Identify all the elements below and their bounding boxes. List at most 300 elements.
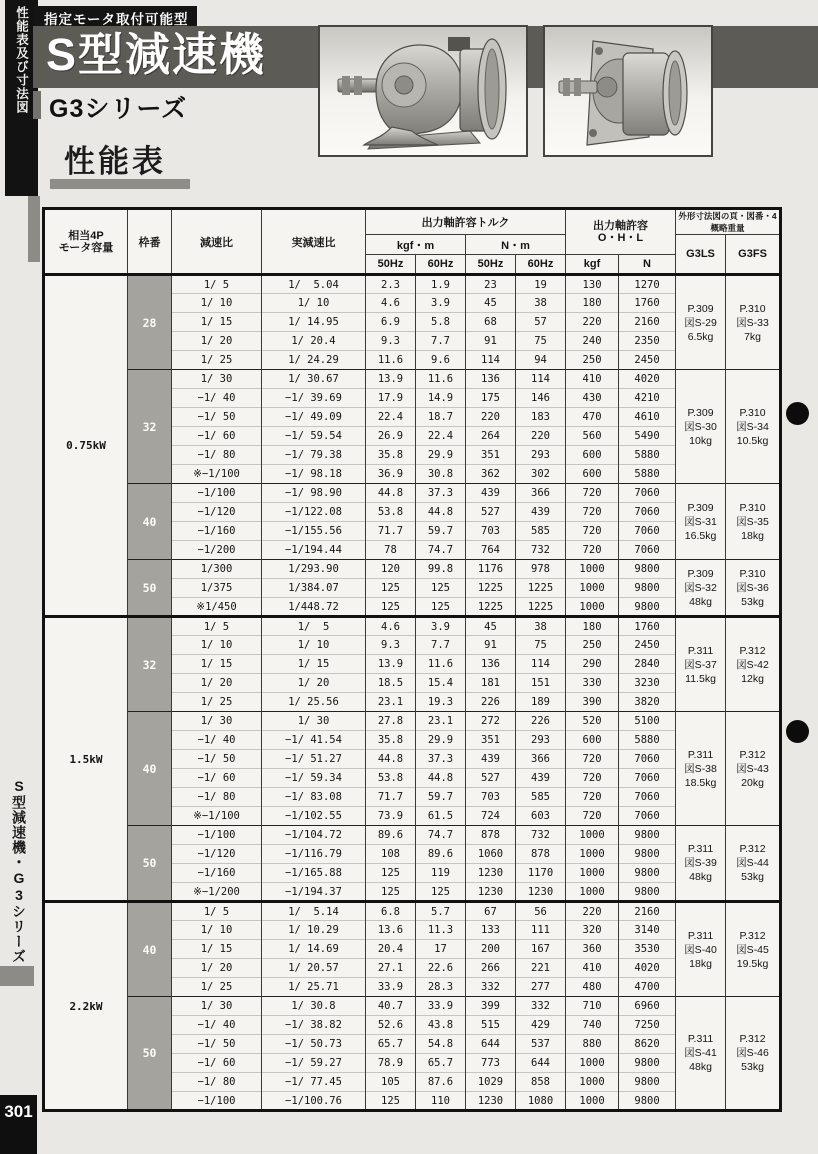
value-cell: 4.6 (366, 617, 416, 636)
value-cell: 266 (466, 959, 516, 978)
value-cell: 1225 (516, 579, 566, 598)
value-cell: 1170 (516, 864, 566, 883)
value-cell: 2.3 (366, 275, 416, 294)
value-cell: 1000 (566, 1073, 619, 1092)
value-cell: 9.3 (366, 636, 416, 655)
ratio-cell: 1/ 30.67 (262, 370, 366, 389)
ratio-cell: −1/160 (172, 522, 262, 541)
value-cell: 125 (366, 579, 416, 598)
value-cell: 332 (466, 978, 516, 997)
value-cell: 250 (566, 351, 619, 370)
value-cell: 7060 (619, 503, 676, 522)
value-cell: 23 (466, 275, 516, 294)
value-cell: 67 (466, 902, 516, 921)
value-cell: 91 (466, 332, 516, 351)
value-cell: 520 (566, 712, 619, 731)
ratio-cell: 1/ 5.04 (262, 275, 366, 294)
value-cell: 9800 (619, 845, 676, 864)
ratio-cell: 1/ 14.95 (262, 313, 366, 332)
value-cell: 108 (366, 845, 416, 864)
ratio-cell: −1/ 50.73 (262, 1035, 366, 1054)
ratio-cell: 1/ 14.69 (262, 940, 366, 959)
value-cell: 125 (366, 883, 416, 902)
value-cell: 9800 (619, 883, 676, 902)
value-cell: 4020 (619, 959, 676, 978)
frame-number-cell: 40 (128, 712, 172, 826)
value-cell: 45 (466, 617, 516, 636)
value-cell: 19.3 (416, 693, 466, 712)
frame-number-cell: 32 (128, 617, 172, 712)
ratio-cell: −1/100 (172, 1092, 262, 1111)
ratio-cell: −1/ 50 (172, 408, 262, 427)
value-cell: 410 (566, 959, 619, 978)
ratio-cell: 1/ 20 (172, 674, 262, 693)
value-cell: 527 (466, 503, 516, 522)
value-cell: 5.8 (416, 313, 466, 332)
ratio-cell: −1/ 98.18 (262, 465, 366, 484)
value-cell: 221 (516, 959, 566, 978)
value-cell: 366 (516, 484, 566, 503)
value-cell: 11.3 (416, 921, 466, 940)
ratio-cell: 1/ 25 (172, 978, 262, 997)
ratio-cell: ※1/450 (172, 598, 262, 617)
ratio-cell: −1/ 98.90 (262, 484, 366, 503)
ratio-cell: 1/ 5 (172, 275, 262, 294)
table-row (44, 370, 781, 389)
ratio-cell: 1/293.90 (262, 560, 366, 579)
value-cell: 27.1 (366, 959, 416, 978)
value-cell: 703 (466, 788, 516, 807)
ratio-cell: −1/155.56 (262, 522, 366, 541)
value-cell: 53.8 (366, 503, 416, 522)
frame-number-cell: 40 (128, 484, 172, 560)
value-cell: 40.7 (366, 997, 416, 1016)
value-cell: 20.4 (366, 940, 416, 959)
g3fs-ref-cell: P.310 図S-36 53kg (726, 560, 781, 617)
value-cell: 250 (566, 636, 619, 655)
value-cell: 277 (516, 978, 566, 997)
ratio-cell: 1/ 15 (172, 313, 262, 332)
value-cell: 1225 (466, 579, 516, 598)
frame-number-cell: 28 (128, 275, 172, 370)
ratio-cell: −1/ 40 (172, 1016, 262, 1035)
ratio-cell: −1/ 49.09 (262, 408, 366, 427)
value-cell: 9800 (619, 560, 676, 579)
g3ls-ref-cell: P.309 図S-32 48kg (676, 560, 726, 617)
value-cell: 1060 (466, 845, 516, 864)
value-cell: 6.9 (366, 313, 416, 332)
value-cell: 35.8 (366, 731, 416, 750)
value-cell: 9800 (619, 1092, 676, 1111)
value-cell: 125 (366, 1092, 416, 1111)
value-cell: 120 (366, 560, 416, 579)
value-cell: 130 (566, 275, 619, 294)
value-cell: 13.9 (366, 655, 416, 674)
value-cell: 439 (516, 769, 566, 788)
ratio-cell: −1/100 (172, 484, 262, 503)
value-cell: 560 (566, 427, 619, 446)
value-cell: 1000 (566, 598, 619, 617)
ratio-cell: −1/104.72 (262, 826, 366, 845)
value-cell: 200 (466, 940, 516, 959)
table-row (44, 617, 781, 636)
value-cell: 78 (366, 541, 416, 560)
value-cell: 330 (566, 674, 619, 693)
ratio-cell: 1/375 (172, 579, 262, 598)
ratio-cell: −1/ 60 (172, 769, 262, 788)
value-cell: 390 (566, 693, 619, 712)
value-cell: 6960 (619, 997, 676, 1016)
header-frame-number: 枠番 (128, 209, 172, 275)
ratio-cell: 1/ 30 (172, 370, 262, 389)
ratio-cell: −1/194.37 (262, 883, 366, 902)
value-cell: 293 (516, 731, 566, 750)
ratio-cell: 1/ 20.4 (262, 332, 366, 351)
value-cell: 320 (566, 921, 619, 940)
value-cell: 7060 (619, 769, 676, 788)
value-cell: 220 (566, 902, 619, 921)
value-cell: 7060 (619, 750, 676, 769)
value-cell: 114 (516, 655, 566, 674)
value-cell: 38 (516, 617, 566, 636)
value-cell: 13.9 (366, 370, 416, 389)
value-cell: 3.9 (416, 617, 466, 636)
value-cell: 65.7 (366, 1035, 416, 1054)
header-50hz-kgfm: 50Hz (366, 255, 416, 275)
value-cell: 4210 (619, 389, 676, 408)
value-cell: 732 (516, 826, 566, 845)
ratio-cell: −1/ 59.34 (262, 769, 366, 788)
g3ls-ref-cell: P.311 図S-41 48kg (676, 997, 726, 1111)
value-cell: 35.8 (366, 446, 416, 465)
value-cell: 1029 (466, 1073, 516, 1092)
capacity-cell: 1.5kW (44, 617, 128, 902)
ratio-cell: 1/ 25.71 (262, 978, 366, 997)
ratio-cell: 1/ 30 (172, 997, 262, 1016)
performance-table-header (44, 209, 781, 275)
g3fs-ref-cell: P.312 図S-43 20kg (726, 712, 781, 826)
value-cell: 290 (566, 655, 619, 674)
ratio-cell: −1/100.76 (262, 1092, 366, 1111)
gear-reducer-flange-view-illustration (545, 27, 711, 155)
value-cell: 27.8 (366, 712, 416, 731)
value-cell: 3530 (619, 940, 676, 959)
value-cell: 9800 (619, 1073, 676, 1092)
value-cell: 33.9 (416, 997, 466, 1016)
value-cell: 30.8 (416, 465, 466, 484)
value-cell: 4.6 (366, 294, 416, 313)
g3fs-ref-cell: P.312 図S-42 12kg (726, 617, 781, 712)
value-cell: 878 (516, 845, 566, 864)
ratio-cell: 1/ 10 (262, 294, 366, 313)
value-cell: 1000 (566, 845, 619, 864)
value-cell: 5.7 (416, 902, 466, 921)
value-cell: 439 (466, 484, 516, 503)
value-cell: 9800 (619, 826, 676, 845)
ratio-cell: −1/160 (172, 864, 262, 883)
value-cell: 332 (516, 997, 566, 1016)
value-cell: 226 (466, 693, 516, 712)
value-cell: 439 (516, 503, 566, 522)
value-cell: 175 (466, 389, 516, 408)
value-cell: 125 (416, 883, 466, 902)
value-cell: 2450 (619, 636, 676, 655)
value-cell: 9800 (619, 598, 676, 617)
value-cell: 7060 (619, 541, 676, 560)
value-cell: 133 (466, 921, 516, 940)
value-cell: 19 (516, 275, 566, 294)
value-cell: 89.6 (416, 845, 466, 864)
page-number: 301 (4, 1102, 33, 1121)
performance-table (42, 207, 782, 1112)
ratio-cell: 1/ 15 (172, 940, 262, 959)
ratio-cell: 1/ 5 (172, 617, 262, 636)
value-cell: 114 (516, 370, 566, 389)
table-row (44, 902, 781, 921)
value-cell: 720 (566, 788, 619, 807)
value-cell: 7250 (619, 1016, 676, 1035)
ratio-cell: −1/102.55 (262, 807, 366, 826)
side-tab-label: 性能表及び寸法図 (14, 6, 29, 114)
value-cell: 136 (466, 655, 516, 674)
value-cell: 240 (566, 332, 619, 351)
value-cell: 146 (516, 389, 566, 408)
ratio-cell: 1/ 30.8 (262, 997, 366, 1016)
value-cell: 1760 (619, 617, 676, 636)
frame-number-cell: 32 (128, 370, 172, 484)
value-cell: 18.7 (416, 408, 466, 427)
header-kgfm: kgf・m (366, 235, 466, 255)
value-cell: 1225 (516, 598, 566, 617)
value-cell: 45 (466, 294, 516, 313)
value-cell: 7.7 (416, 332, 466, 351)
ratio-cell: −1/ 80 (172, 446, 262, 465)
value-cell: 180 (566, 617, 619, 636)
ratio-cell: 1/300 (172, 560, 262, 579)
value-cell: 7060 (619, 484, 676, 503)
value-cell: 220 (566, 313, 619, 332)
g3fs-ref-cell: P.310 図S-33 7kg (726, 275, 781, 370)
value-cell: 603 (516, 807, 566, 826)
value-cell: 480 (566, 978, 619, 997)
value-cell: 9.6 (416, 351, 466, 370)
value-cell: 720 (566, 807, 619, 826)
value-cell: 36.9 (366, 465, 416, 484)
capacity-cell: 0.75kW (44, 275, 128, 617)
value-cell: 2450 (619, 351, 676, 370)
ratio-cell: 1/ 10 (262, 636, 366, 655)
ratio-cell: −1/ 80 (172, 1073, 262, 1092)
ratio-cell: 1/ 25 (172, 693, 262, 712)
value-cell: 399 (466, 997, 516, 1016)
value-cell: 180 (566, 294, 619, 313)
value-cell: 119 (416, 864, 466, 883)
value-cell: 23.1 (416, 712, 466, 731)
ratio-cell: −1/ 41.54 (262, 731, 366, 750)
header-motor-capacity-line2: モータ容量 (58, 241, 114, 254)
ratio-cell: 1/ 5 (172, 902, 262, 921)
value-cell: 720 (566, 769, 619, 788)
value-cell: 9800 (619, 579, 676, 598)
side-tab-gray-strip (28, 196, 40, 262)
value-cell: 1230 (466, 883, 516, 902)
g3ls-ref-cell: P.309 図S-31 16.5kg (676, 484, 726, 560)
value-cell: 1.9 (416, 275, 466, 294)
table-row (44, 560, 781, 579)
value-cell: 703 (466, 522, 516, 541)
value-cell: 764 (466, 541, 516, 560)
value-cell: 125 (366, 598, 416, 617)
ratio-cell: 1/448.72 (262, 598, 366, 617)
value-cell: 302 (516, 465, 566, 484)
table-row (44, 712, 781, 731)
header-actual-ratio: 実減速比 (262, 209, 366, 275)
value-cell: 43.8 (416, 1016, 466, 1035)
value-cell: 38 (516, 294, 566, 313)
value-cell: 99.8 (416, 560, 466, 579)
value-cell: 7060 (619, 807, 676, 826)
value-cell: 18.5 (366, 674, 416, 693)
value-cell: 1760 (619, 294, 676, 313)
value-cell: 6.8 (366, 902, 416, 921)
value-cell: 600 (566, 731, 619, 750)
frame-number-cell: 50 (128, 560, 172, 617)
ratio-cell: 1/ 30 (172, 712, 262, 731)
binding-dot-upper (786, 402, 809, 425)
header-60hz-nm: 60Hz (516, 255, 566, 275)
value-cell: 59.7 (416, 788, 466, 807)
value-cell: 272 (466, 712, 516, 731)
value-cell: 644 (516, 1054, 566, 1073)
value-cell: 644 (466, 1035, 516, 1054)
value-cell: 33.9 (366, 978, 416, 997)
ratio-cell: 1/ 10 (172, 636, 262, 655)
header-g3ls: G3LS (676, 235, 726, 275)
value-cell: 111 (516, 921, 566, 940)
ratio-cell: 1/ 10 (172, 294, 262, 313)
value-cell: 5880 (619, 731, 676, 750)
ratio-cell: −1/ 50 (172, 1035, 262, 1054)
value-cell: 720 (566, 750, 619, 769)
header-ohl-group (566, 209, 676, 255)
value-cell: 61.5 (416, 807, 466, 826)
ratio-cell: 1/ 25.56 (262, 693, 366, 712)
value-cell: 1230 (466, 864, 516, 883)
value-cell: 5100 (619, 712, 676, 731)
value-cell: 91 (466, 636, 516, 655)
value-cell: 26.9 (366, 427, 416, 446)
value-cell: 858 (516, 1073, 566, 1092)
value-cell: 11.6 (416, 655, 466, 674)
header-60hz-kgfm: 60Hz (416, 255, 466, 275)
value-cell: 515 (466, 1016, 516, 1035)
value-cell: 527 (466, 769, 516, 788)
value-cell: 1270 (619, 275, 676, 294)
value-cell: 22.4 (366, 408, 416, 427)
ratio-cell: 1/ 5.14 (262, 902, 366, 921)
value-cell: 65.7 (416, 1054, 466, 1073)
value-cell: 3140 (619, 921, 676, 940)
ratio-cell: −1/ 40 (172, 731, 262, 750)
value-cell: 226 (516, 712, 566, 731)
value-cell: 2160 (619, 902, 676, 921)
value-cell: 351 (466, 446, 516, 465)
frame-number-cell: 50 (128, 997, 172, 1111)
ratio-cell: −1/122.08 (262, 503, 366, 522)
value-cell: 1080 (516, 1092, 566, 1111)
ratio-cell: −1/ 59.27 (262, 1054, 366, 1073)
g3fs-ref-cell: P.310 図S-35 18kg (726, 484, 781, 560)
value-cell: 59.7 (416, 522, 466, 541)
value-cell: 7060 (619, 788, 676, 807)
value-cell: 4700 (619, 978, 676, 997)
value-cell: 724 (466, 807, 516, 826)
value-cell: 360 (566, 940, 619, 959)
header-50hz-nm: 50Hz (466, 255, 516, 275)
value-cell: 74.7 (416, 826, 466, 845)
value-cell: 54.8 (416, 1035, 466, 1054)
value-cell: 11.6 (416, 370, 466, 389)
g3ls-ref-cell: P.311 図S-37 11.5kg (676, 617, 726, 712)
ratio-cell: 1/ 25 (172, 351, 262, 370)
value-cell: 585 (516, 522, 566, 541)
value-cell: 351 (466, 731, 516, 750)
table-row (44, 826, 781, 845)
value-cell: 1230 (516, 883, 566, 902)
value-cell: 4020 (619, 370, 676, 389)
header-ohl-line1: 出力軸許容 (593, 220, 649, 232)
value-cell: 89.6 (366, 826, 416, 845)
ratio-cell: −1/ 77.45 (262, 1073, 366, 1092)
value-cell: 13.6 (366, 921, 416, 940)
series-accent-bar (33, 91, 41, 119)
value-cell: 94 (516, 351, 566, 370)
value-cell: 1225 (466, 598, 516, 617)
header-motor-capacity (44, 209, 128, 275)
side-label-series: S型減速機・G3シリーズ (11, 778, 27, 964)
ratio-cell: −1/120 (172, 503, 262, 522)
value-cell: 2350 (619, 332, 676, 351)
g3fs-ref-cell: P.312 図S-44 53kg (726, 826, 781, 902)
value-cell: 720 (566, 484, 619, 503)
side-gray-bar (0, 966, 34, 986)
value-cell: 71.7 (366, 788, 416, 807)
value-cell: 74.7 (416, 541, 466, 560)
section-title-underline (50, 179, 190, 189)
value-cell: 105 (366, 1073, 416, 1092)
value-cell: 2160 (619, 313, 676, 332)
header-kgf: kgf (566, 255, 619, 275)
value-cell: 1000 (566, 864, 619, 883)
ratio-cell: −1/ 39.69 (262, 389, 366, 408)
value-cell: 9800 (619, 864, 676, 883)
value-cell: 3820 (619, 693, 676, 712)
g3ls-ref-cell: P.309 図S-30 10kg (676, 370, 726, 484)
binding-dot-lower (786, 720, 809, 743)
value-cell: 470 (566, 408, 619, 427)
g3ls-ref-cell: P.309 図S-29 6.5kg (676, 275, 726, 370)
value-cell: 53.8 (366, 769, 416, 788)
value-cell: 44.8 (366, 750, 416, 769)
frame-number-cell: 50 (128, 826, 172, 902)
value-cell: 9800 (619, 1054, 676, 1073)
value-cell: 71.7 (366, 522, 416, 541)
value-cell: 585 (516, 788, 566, 807)
value-cell: 167 (516, 940, 566, 959)
g3fs-ref-cell: P.310 図S-34 10.5kg (726, 370, 781, 484)
value-cell: 73.9 (366, 807, 416, 826)
ratio-cell: 1/ 20 (172, 332, 262, 351)
